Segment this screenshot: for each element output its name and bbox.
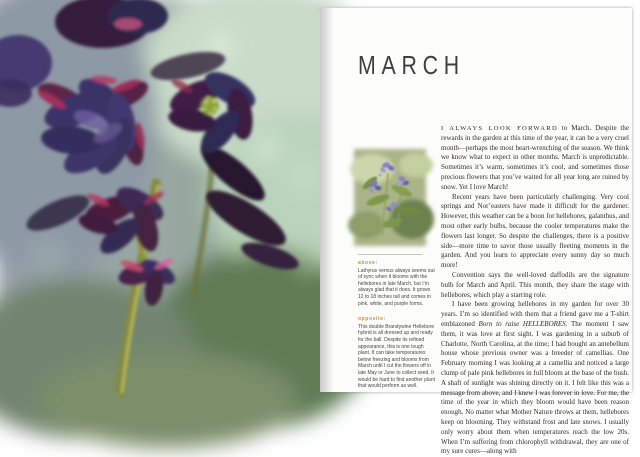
right-page — [320, 8, 632, 456]
book-spread — [8, 8, 632, 456]
tshirt-slogan: Born to raise HELLEBORES. — [478, 319, 568, 328]
paragraph-3: Convention says the well-loved daffodils are the signature bulb for March and April. This month, they share the stage with hellebores, which play a starring role. — [441, 270, 629, 299]
paragraph-4-post: The moment I saw them, it was love at first sight. I was gardening in a suburb of Charlotte, North Carolina, at the time; I had bought an antebellum house whose previous owner was a breeder of camellias. One February morning I was looking at a camellia and noticed a large clump of pale pink hellebores in full bloom at the base of the bush. A shaft of sunlight was shining directly on it. I felt like this was a message from above, and I knew I was forever in love. For me, the time of the year in which they bloom would have been reason enough. No matter what Mother Nature throws at them, hellebores keep on blooming. They withstand frost and late snows. I usually only worry about them when temperatures reach the low 20s. When I’m suffering from chlorophyll withdrawal, they are one of my sure cures—along with — [441, 319, 629, 456]
lead-in-phrase: I ALWAYS LOOK FORWARD — [441, 125, 559, 132]
inset-photo — [358, 153, 422, 242]
caption-above-label: above: — [358, 260, 378, 266]
chapter-title: MARCH — [358, 50, 465, 80]
paragraph-4 — [441, 300, 629, 457]
caption-opposite-text: This double Brandywine Hellebore hybrid is all dressed up and ready for the ball. Despite its refined appearance, this is one tough plant. It can take temperatures below freezing and blooms from March until I cut the flowers off in late May or June to collect seed. It would be hard to find another plant that would perform as well. — [358, 323, 435, 390]
caption-above — [358, 260, 436, 307]
paragraph-1 — [441, 124, 629, 193]
lathyrus-photo — [358, 153, 422, 242]
paragraph-4-pre: I have been growing hellebores in my garden for over 30 years. I’m so identified with them that a friend gave me a T-shirt emblazoned — [441, 300, 629, 328]
left-page — [8, 8, 320, 392]
body-text — [441, 124, 629, 457]
caption-above-text: Lathyrus vernus always seems out of sync when it blooms with the hellebores in late March, but I’m always glad that it does. It grows 12 to 18 inches tall and comes in pink, white, and purple forms. — [358, 267, 435, 307]
hellebore-photo — [8, 8, 320, 392]
paragraph-1-rest: to March. Despite the rewards in the garden at this time of the year, it can be a very cruel month—perhaps the most heart-wrenching of the season. We think we know what to expect in other months. March is unpredictable. Sometimes it’s warm, sometimes it’s cool, and sometimes those precious flowers that you’ve waited for all year long are ruined by snow. Yet I love March! — [441, 124, 629, 191]
paragraph-2: Recent years have been particularly challenging. Very cool springs and Nor’easters have made it difficult for the gardener. However, this weather can be a boon for hellebores, galanthus, and most other early bulbs, because the cooler temperatures make the flowers last longer. So despite the challenges, there is a positive side—more time to savor those usually fleeting moments in the garden. And you learn to appreciate every sunny day so much more! — [441, 192, 629, 270]
spine-shadow — [320, 8, 334, 392]
caption-column — [358, 260, 436, 399]
caption-opposite-label: opposite: — [358, 316, 386, 323]
caption-opposite — [358, 316, 436, 390]
inset-background — [348, 149, 434, 246]
caption-rule — [358, 254, 422, 255]
